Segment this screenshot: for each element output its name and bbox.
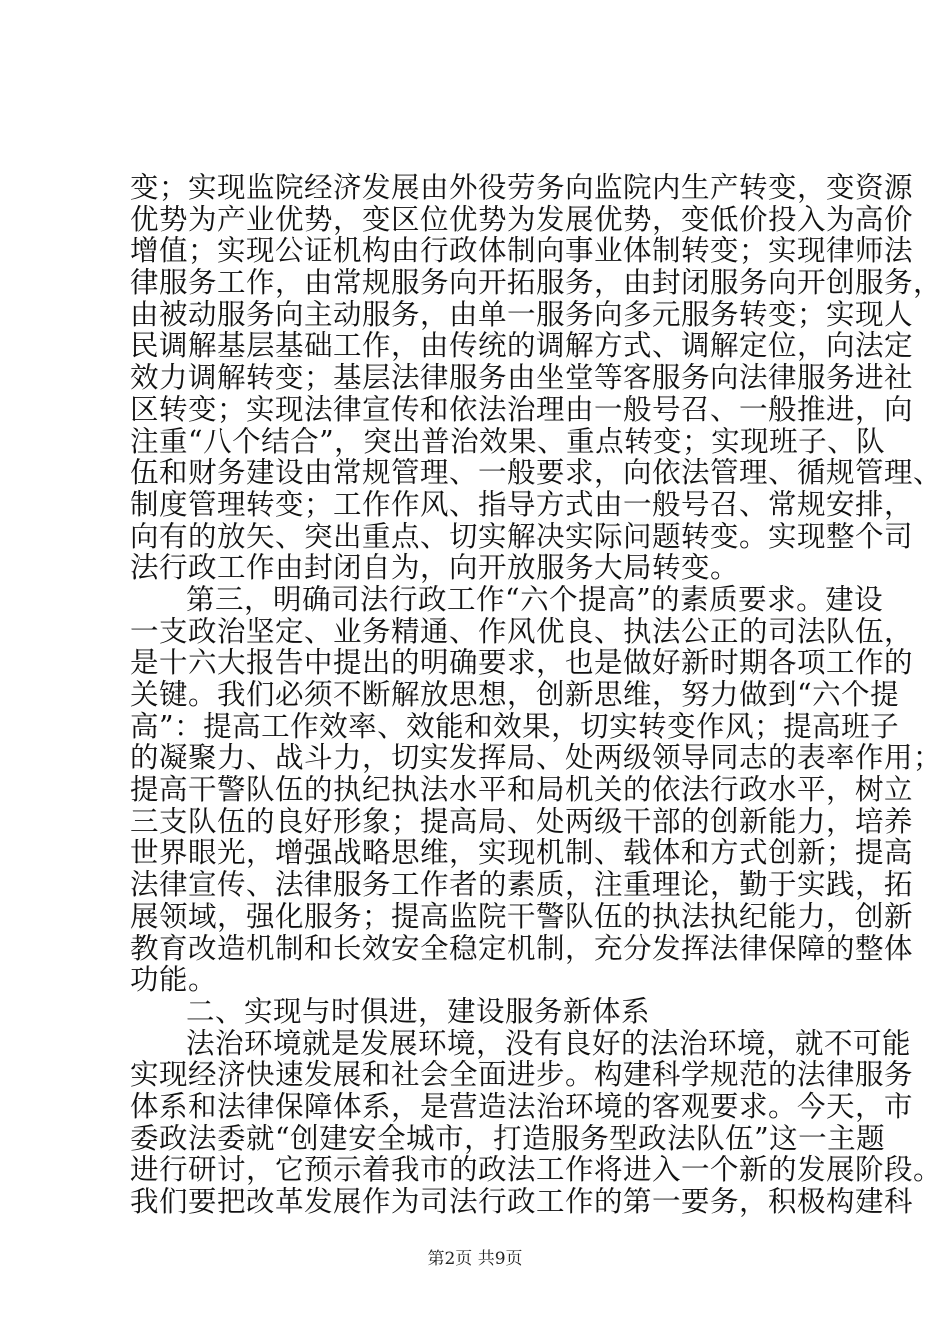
- body-text-line: 的凝聚力、战斗力，切实发挥局、处两级领导同志的表率作用；: [130, 741, 943, 774]
- body-text-line: 向有的放矢、突出重点、切实解决实际问题转变。实现整个司: [130, 520, 914, 553]
- body-text-line: 变；实现监院经济发展由外役劳务向监院内生产转变，变资源: [130, 171, 914, 204]
- body-text-line: 注重“八个结合”，突出普治效果、重点转变；实现班子、队: [130, 425, 886, 458]
- body-text-line: 功能。: [130, 963, 218, 996]
- body-text-line: 民调解基层基础工作，由传统的调解方式、调解定位，向法定: [130, 329, 914, 362]
- body-text-line: 法律宣传、法律服务工作者的素质，注重理论，勤于实践，拓: [130, 868, 914, 901]
- body-text-line: 一支政治坚定、业务精通、作风优良、执法公正的司法队伍，: [130, 615, 914, 648]
- body-text-line: 法行政工作由封闭自为，向开放服务大局转变。: [130, 551, 740, 584]
- body-text-line: 区转变；实现法律宣传和依法治理由一般号召、一般推进，向: [130, 393, 914, 426]
- body-text-line: 制度管理转变；工作作风、指导方式由一般号召、常规安排，: [130, 488, 914, 521]
- page-number-footer: 第2页 共9页: [427, 1249, 523, 1269]
- body-text-line: 伍和财务建设由常规管理、一般要求，向依法管理、循规管理、: [130, 456, 943, 489]
- paragraph-first-line: 法治环境就是发展环境，没有良好的法治环境，就不可能: [186, 1027, 912, 1060]
- body-text-line: 高”：提高工作效率、效能和效果，切实转变作风；提高班子: [130, 710, 900, 743]
- body-text-line: 展领域，强化服务；提高监院干警队伍的执法执纪能力，创新: [130, 900, 914, 933]
- body-text-line: 由被动服务向主动服务，由单一服务向多元服务转变；实现人: [130, 298, 914, 331]
- body-text-line: 律服务工作，由常规服务向开拓服务，由封闭服务向开创服务，: [130, 266, 943, 299]
- body-text-line: 优势为产业优势，变区位优势为发展优势，变低价投入为高价: [130, 203, 914, 236]
- body-text-line: 效力调解转变；基层法律服务由坐堂等客服务向法律服务进社: [130, 361, 914, 394]
- body-text-line: 提高干警队伍的执纪执法水平和局机关的依法行政水平，树立: [130, 773, 914, 806]
- body-text-line: 委政法委就“创建安全城市，打造服务型政法队伍”这一主题: [130, 1122, 886, 1155]
- body-text-line: 关键。我们必须不断解放思想，创新思维，努力做到“六个提: [130, 678, 900, 711]
- body-text-line: 增值；实现公证机构由行政体制向事业体制转变；实现律师法: [130, 234, 914, 267]
- body-text-line: 进行研讨，它预示着我市的政法工作将进入一个新的发展阶段。: [130, 1153, 943, 1186]
- body-text-line: 三支队伍的良好形象；提高局、处两级干部的创新能力，培养: [130, 805, 914, 838]
- paragraph-first-line: 第三，明确司法行政工作“六个提高”的素质要求。建设: [186, 583, 884, 616]
- body-text-line: 实现经济快速发展和社会全面进步。构建科学规范的法律服务: [130, 1058, 914, 1091]
- body-text-line: 是十六大报告中提出的明确要求，也是做好新时期各项工作的: [130, 646, 914, 679]
- body-text-line: 教育改造机制和长效安全稳定机制，充分发挥法律保障的整体: [130, 932, 914, 965]
- body-text-line: 世界眼光，增强战略思维，实现机制、载体和方式创新；提高: [130, 836, 914, 869]
- body-text-line: 体系和法律保障体系，是营造法治环境的客观要求。今天，市: [130, 1090, 914, 1123]
- body-text-line: 我们要把改革发展作为司法行政工作的第一要务，积极构建科: [130, 1185, 914, 1218]
- section-heading: 二、实现与时俱进，建设服务新体系: [186, 995, 651, 1028]
